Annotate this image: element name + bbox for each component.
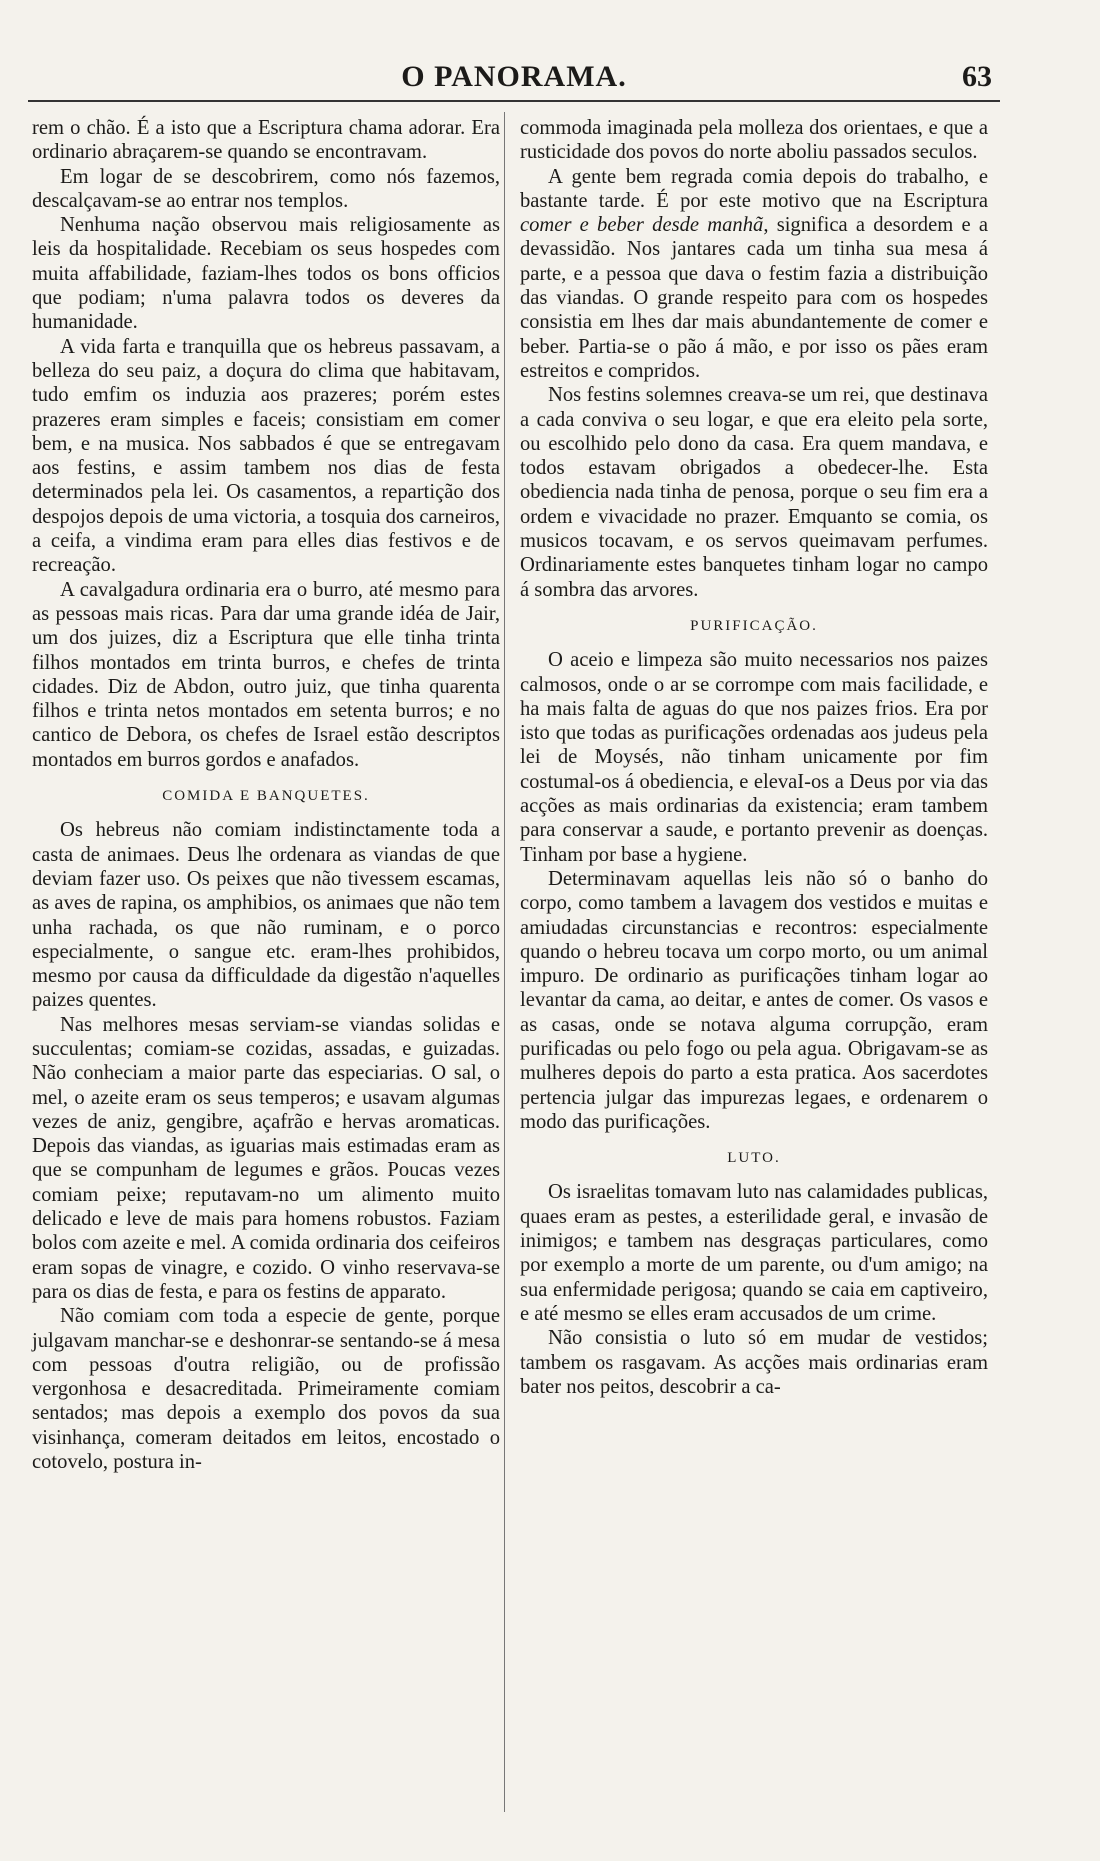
section-heading: COMIDA E BANQUETES. [162,788,370,805]
paragraph-text: , significa a desordem e a devassidão. Nos jantares cada um tinha sua mesa á parte, e a pessoa que dava o festim fazia a distribuição das viandas. O grande respeito para com os hospedes consistia em lhes dar mais abundantemente de comer e beber. Partia-se o pão á mão, e por isso os pães eram estreitos e compridos. [520,214,988,382]
paragraph: Nas melhores mesas serviam-se viandas solidas e succulentas; comiam-se cozidas, assadas, e guizadas. Não conheciam a maior parte das especiarias. O sal, o mel, o azeite eram os seus temperos; e usavam algumas vezes de aniz, gengibre, açafrão e hervas aromaticas. Depois das viandas, as iguarias mais estimadas eram as que se compunham de legumes e grãos. Poucas vezes comiam peixe; reputavam-no um alimento muito delicado e leve de mais para homens robustos. Faziam bolos com azeite e mel. A comida ordinaria dos ceifeiros eram sopas de vinagre, e cozido. O vinho reservava-se para os dias de festa, e para os festins de apparato. [32,1013,500,1303]
paragraph: Os israelitas tomavam luto nas calamidades publicas, quaes eram as pestes, a esterilidade geral, e invasão de inimigos; e tambem nas desgraças particulares, como por exemplo a morte de um parente, ou d'um amigo; na sua enfermidade perigosa; quando se caia em captiveiro, e até mesmo se elles eram accusados de um crime. [520,1181,988,1325]
paragraph: Nos festins solemnes creava-se um rei, que destinava a cada conviva o seu logar, e que era eleito pela sorte, ou escolhido pelo dono da casa. Era quem mandava, e todos estavam obrigados a obedecer-lhe. Esta obediencia nada tinha de penosa, porque o seu fim era a ordem e vivacidade no prazer. Emquanto se comia, os musicos tocavam, e os servos queimavam perfumes. Ordinariamente estes banquetes tinham logar no campo á sombra das arvores. [520,384,988,601]
paragraph: A cavalgadura ordinaria era o burro, até mesmo para as pessoas mais ricas. Para dar uma grande idéa de Jair, um dos juizes, diz a Escriptura que elle tinha trinta filhos montados em trinta burros, e chefes de trinta cidades. Diz de Abdon, outro juiz, que tinha quarenta filhos e trinta netos montados em setenta burros; e no cantico de Debora, os chefes de Israel estão descriptos montados em burros gordos e anafados. [32,578,500,771]
page-number: 63 [962,60,992,93]
paragraph: Não consistia o luto só em mudar de vestidos; tambem os rasgavam. As acções mais ordinarias eram bater nos peitos, descobrir a ca- [520,1327,988,1398]
left-column [32,116,500,1474]
column-divider [504,112,505,1812]
right-column [520,116,988,1399]
paragraph: Os hebreus não comiam indistinctamente toda a casta de animaes. Deus lhe ordenara as viandas de que deviam fazer uso. Os peixes que não tivessem escamas, as aves de rapina, os amphibios, os animaes que não tem unha rachada, os que não ruminam, e o porco especialmente, o sangue etc. eram-lhes prohibidos, mesmo por causa da difficuldade da digestão n'aquelles paizes quentes. [32,819,500,1012]
paragraph: O aceio e limpeza são muito necessarios nos paizes calmosos, onde o ar se corrompe com mais facilidade, e ha mais falta de aguas do que nos paizes frios. Era por isto que todas as purificações ordenadas aos judeus pela lei de Moysés, não tinham unicamente por fim costumal-os á obediencia, e elevaI-os a Deus por via das acções as mais ordinarias da existencia; eram tambem para conservar a saude, e portanto prevenir as doenças. Tinham por base a hygiene. [520,649,988,866]
italic-phrase: comer e beber desde manhã [520,214,764,237]
paragraph: A vida farta e tranquilla que os hebreus passavam, a belleza do seu paiz, a doçura do clima que habitavam, tudo emfim os induzia aos prazeres; porém estes prazeres eram simples e faceis; consistiam em comer bem, e na musica. Nos sabbados é que se entregavam aos festins, e assim tambem nos dias de festa determinados pela lei. Os casamentos, a repartição dos despojos depois de uma victoria, a tosquia dos carneiros, a ceifa, a vindima eram para elles dias festivos e de recreação. [32,335,500,577]
section-heading: LUTO. [727,1150,781,1167]
paragraph [520,165,988,384]
paragraph: commoda imaginada pela molleza dos orientaes, e que a rusticidade dos povos do norte aboliu passados seculos. [520,117,988,164]
page-header [28,52,1000,102]
paragraph-text: A gente bem regrada comia depois do trabalho, e bastante tarde. É por este motivo que na Escriptura [520,165,988,212]
paragraph: rem o chão. É a isto que a Escriptura chama adorar. Era ordinario abraçarem-se quando se encontravam. [32,117,500,164]
paragraph: Não comiam com toda a especie de gente, porque julgavam manchar-se e deshonrar-se sentando-se á mesa com pessoas d'outra religião, ou de profissão vergonhosa e desacreditada. Primeiramente comiam sentados; mas depois a exemplo dos povos da sua visinhança, comeram deitados em leitos, encostado o cotovelo, postura in- [32,1305,500,1474]
section-heading: PURIFICAÇÃO. [690,617,818,634]
paragraph: Nenhuma nação observou mais religiosamente as leis da hospitalidade. Recebiam os seus hospedes com muita affabilidade, faziam-lhes todos os bons officios que podiam; n'uma palavra todos os deveres da humanidade. [32,214,500,334]
masthead-title: O PANORAMA. [401,60,627,93]
header-rule [28,100,1000,102]
paragraph: Determinavam aquellas leis não só o banho do corpo, como tambem a lavagem dos vestidos e muitas e amiudadas circunstancias e recontros: especialmente quando o hebreu tocava um corpo morto, ou um animal impuro. De ordinario as purificações tinham logar ao levantar da cama, ao deitar, e antes de comer. Os vasos e as casas, onde se notava alguma corrupção, eram purificadas ou pelo fogo ou pela agua. Obrigavam-se as mulheres depois do parto a esta pratica. Aos sacerdotes pertencia julgar das impurezas legaes, e ordenarem o modo das purificações. [520,867,988,1133]
paragraph: Em logar de se descobrirem, como nós fazemos, descalçavam-se ao entrar nos templos. [32,165,500,212]
